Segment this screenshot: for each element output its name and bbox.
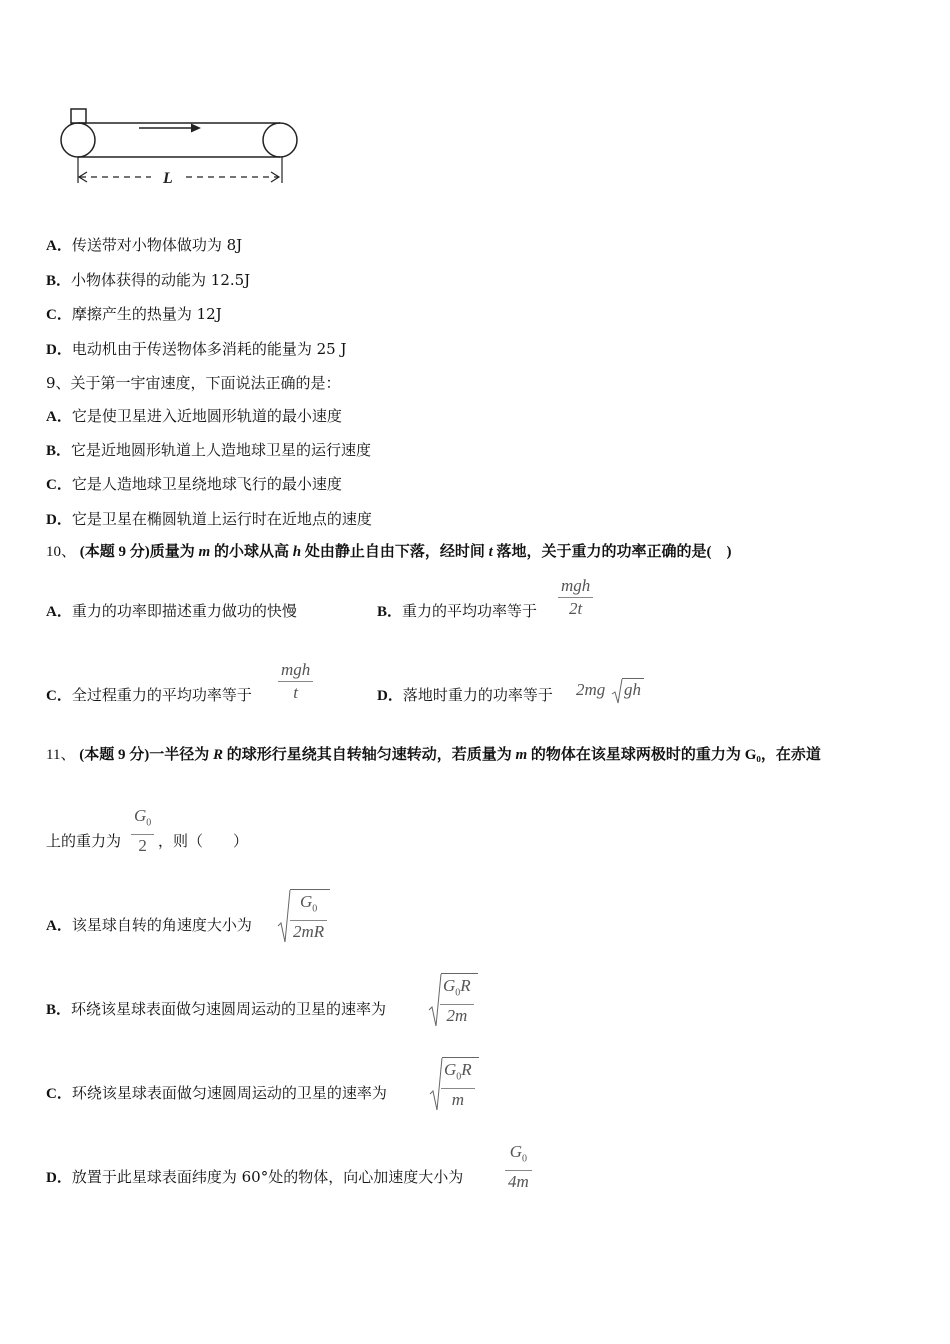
option-text: 放置于此星球表面纬度为 60°处的物体，向心加速度大小为 bbox=[71, 1168, 464, 1186]
numerator: $G_0$ bbox=[299, 892, 318, 915]
numerator: $G_0R$ bbox=[443, 976, 471, 999]
q9-stem: 9、关于第一宇宙速度，下面说法正确的是： bbox=[46, 374, 341, 392]
option-label: A． bbox=[46, 238, 72, 254]
option-label: C． bbox=[46, 688, 72, 704]
q11-option-d bbox=[46, 1167, 463, 1188]
q10-option-d bbox=[377, 685, 553, 706]
numerator: $G_0$ bbox=[509, 1142, 528, 1165]
option-text: 电动机由于传送物体多消耗的能量为 25 J bbox=[71, 340, 347, 358]
var-m: m bbox=[198, 544, 211, 560]
numerator-text: G bbox=[299, 892, 313, 911]
q8-option-c bbox=[46, 304, 222, 325]
denominator: 2 bbox=[131, 834, 154, 857]
fraction-mgh-over-t bbox=[278, 659, 313, 704]
stem-text: 上的重力为 bbox=[46, 832, 122, 850]
sqrt-sign bbox=[277, 888, 291, 944]
var-R: R bbox=[212, 747, 223, 763]
expr-sqrt-G0-over-2mR bbox=[277, 888, 337, 944]
coefficient: 2mg bbox=[576, 680, 606, 699]
radical-bar bbox=[441, 973, 478, 974]
radicand-bar bbox=[622, 678, 644, 679]
sqrt-sign bbox=[611, 678, 623, 704]
fraction bbox=[441, 1059, 475, 1111]
numerator: $G_0$ bbox=[134, 806, 152, 829]
numerator-text: G bbox=[134, 806, 147, 825]
stem-text: ，在赤道 bbox=[760, 747, 821, 763]
q10-stem bbox=[46, 542, 732, 562]
option-text: 重力的平均功率等于 bbox=[402, 602, 538, 620]
option-text: 落地时重力的功率等于 bbox=[402, 686, 553, 704]
option-label: B． bbox=[46, 443, 72, 459]
denominator: m bbox=[441, 1088, 475, 1111]
option-text: 它是人造地球卫星绕地球飞行的最小速度 bbox=[71, 475, 342, 493]
left-pulley bbox=[61, 123, 95, 157]
option-label: A． bbox=[46, 604, 72, 620]
q9-option-a bbox=[46, 406, 342, 427]
stem-text: 一半径为 bbox=[149, 747, 210, 763]
q11-option-a bbox=[46, 915, 252, 936]
radical-bar bbox=[290, 889, 330, 890]
numerator: mgh bbox=[561, 576, 591, 595]
option-label: B． bbox=[46, 1002, 72, 1018]
denominator: 2mR bbox=[290, 920, 327, 943]
fraction-G0-over-4m bbox=[505, 1141, 532, 1193]
question-number: 11、 bbox=[46, 747, 76, 763]
q8-option-b bbox=[46, 270, 250, 291]
q8-option-d bbox=[46, 339, 346, 360]
option-label: A． bbox=[46, 918, 72, 934]
option-text: 摩擦产生的热量为 12J bbox=[71, 305, 222, 323]
numerator: $G_0R$ bbox=[444, 1060, 472, 1083]
expr-sqrt-G0R-over-m bbox=[429, 1056, 485, 1112]
q11-option-b bbox=[46, 999, 386, 1020]
fraction bbox=[440, 975, 474, 1027]
q11-option-c bbox=[46, 1083, 387, 1104]
radicand: gh bbox=[624, 680, 641, 699]
option-text: 环绕该星球表面做匀速圆周运动的卫星的速率为 bbox=[71, 1000, 387, 1018]
stem-text: 落地，关于重力的功率正确的是( ) bbox=[496, 544, 732, 560]
direction-arrow-head bbox=[191, 124, 201, 133]
option-label: D． bbox=[46, 512, 72, 528]
question-number: 10、 bbox=[46, 544, 77, 560]
q11-stem bbox=[46, 745, 821, 765]
option-label: D． bbox=[377, 688, 403, 704]
conveyor-belt-diagram bbox=[56, 104, 306, 190]
q10-option-c bbox=[46, 685, 252, 706]
fraction-G0-over-2 bbox=[131, 805, 154, 857]
q8-option-a bbox=[46, 235, 242, 256]
var-G0: G₀ bbox=[744, 747, 761, 763]
stem-text: 的球形行星绕其自转轴匀速转动，若质量为 bbox=[226, 747, 512, 763]
score-note: (本题 9 分) bbox=[79, 747, 150, 763]
q11-stem-line2-end bbox=[158, 831, 248, 851]
option-label: C． bbox=[46, 477, 72, 493]
numerator-text: G bbox=[509, 1142, 523, 1161]
fraction bbox=[290, 891, 327, 943]
denominator: 2m bbox=[440, 1004, 474, 1027]
option-text: 环绕该星球表面做匀速圆周运动的卫星的速率为 bbox=[71, 1084, 387, 1102]
option-text: 全过程重力的平均功率等于 bbox=[71, 686, 252, 704]
q10-option-b bbox=[377, 601, 537, 622]
option-label: B． bbox=[46, 273, 72, 289]
option-text: 重力的功率即描述重力做功的快慢 bbox=[71, 602, 297, 620]
denominator: 4m bbox=[505, 1170, 532, 1193]
denominator: 2t bbox=[558, 597, 593, 620]
option-text: 小物体获得的动能为 12.5J bbox=[71, 271, 251, 289]
q9-option-d bbox=[46, 509, 372, 530]
option-label: D． bbox=[46, 342, 72, 358]
stem-text: 的物体在该星球两极时的重力为 bbox=[530, 747, 741, 763]
var-t: t bbox=[488, 544, 493, 560]
denominator: t bbox=[278, 681, 313, 704]
length-label: L bbox=[163, 170, 173, 187]
expr-sqrt-G0R-over-2m bbox=[428, 972, 484, 1028]
option-label: C． bbox=[46, 307, 72, 323]
option-text: 它是卫星在椭圆轨道上运行时在近地点的速度 bbox=[71, 510, 372, 528]
option-text: 该星球自转的角速度大小为 bbox=[71, 916, 252, 934]
score-note: (本题 9 分) bbox=[79, 544, 150, 560]
var-m: m bbox=[515, 747, 528, 763]
option-label: A． bbox=[46, 409, 72, 425]
q10-option-a bbox=[46, 601, 297, 622]
numerator: mgh bbox=[281, 660, 311, 679]
q11-stem-line2 bbox=[46, 831, 121, 851]
option-label: C． bbox=[46, 1086, 72, 1102]
option-label: B． bbox=[377, 604, 403, 620]
stem-text: ，则（ ） bbox=[158, 832, 249, 850]
stem-text: 质量为 bbox=[149, 544, 195, 560]
small-block bbox=[71, 109, 86, 123]
q9-option-b bbox=[46, 440, 371, 461]
var-h: h bbox=[292, 544, 302, 560]
option-text: 它是使卫星进入近地圆形轨道的最小速度 bbox=[71, 407, 342, 425]
radical-bar bbox=[442, 1057, 479, 1058]
fraction-mgh-over-2t bbox=[558, 575, 593, 620]
option-text: 它是近地圆形轨道上人造地球卫星的运行速度 bbox=[71, 441, 372, 459]
stem-text: 的小球从高 bbox=[213, 544, 289, 560]
q9-option-c bbox=[46, 474, 342, 495]
right-pulley bbox=[263, 123, 297, 157]
stem-text: 处由静止自由下落，经时间 bbox=[304, 544, 485, 560]
option-text: 传送带对小物体做功为 8J bbox=[71, 236, 243, 254]
option-label: D． bbox=[46, 1170, 72, 1186]
